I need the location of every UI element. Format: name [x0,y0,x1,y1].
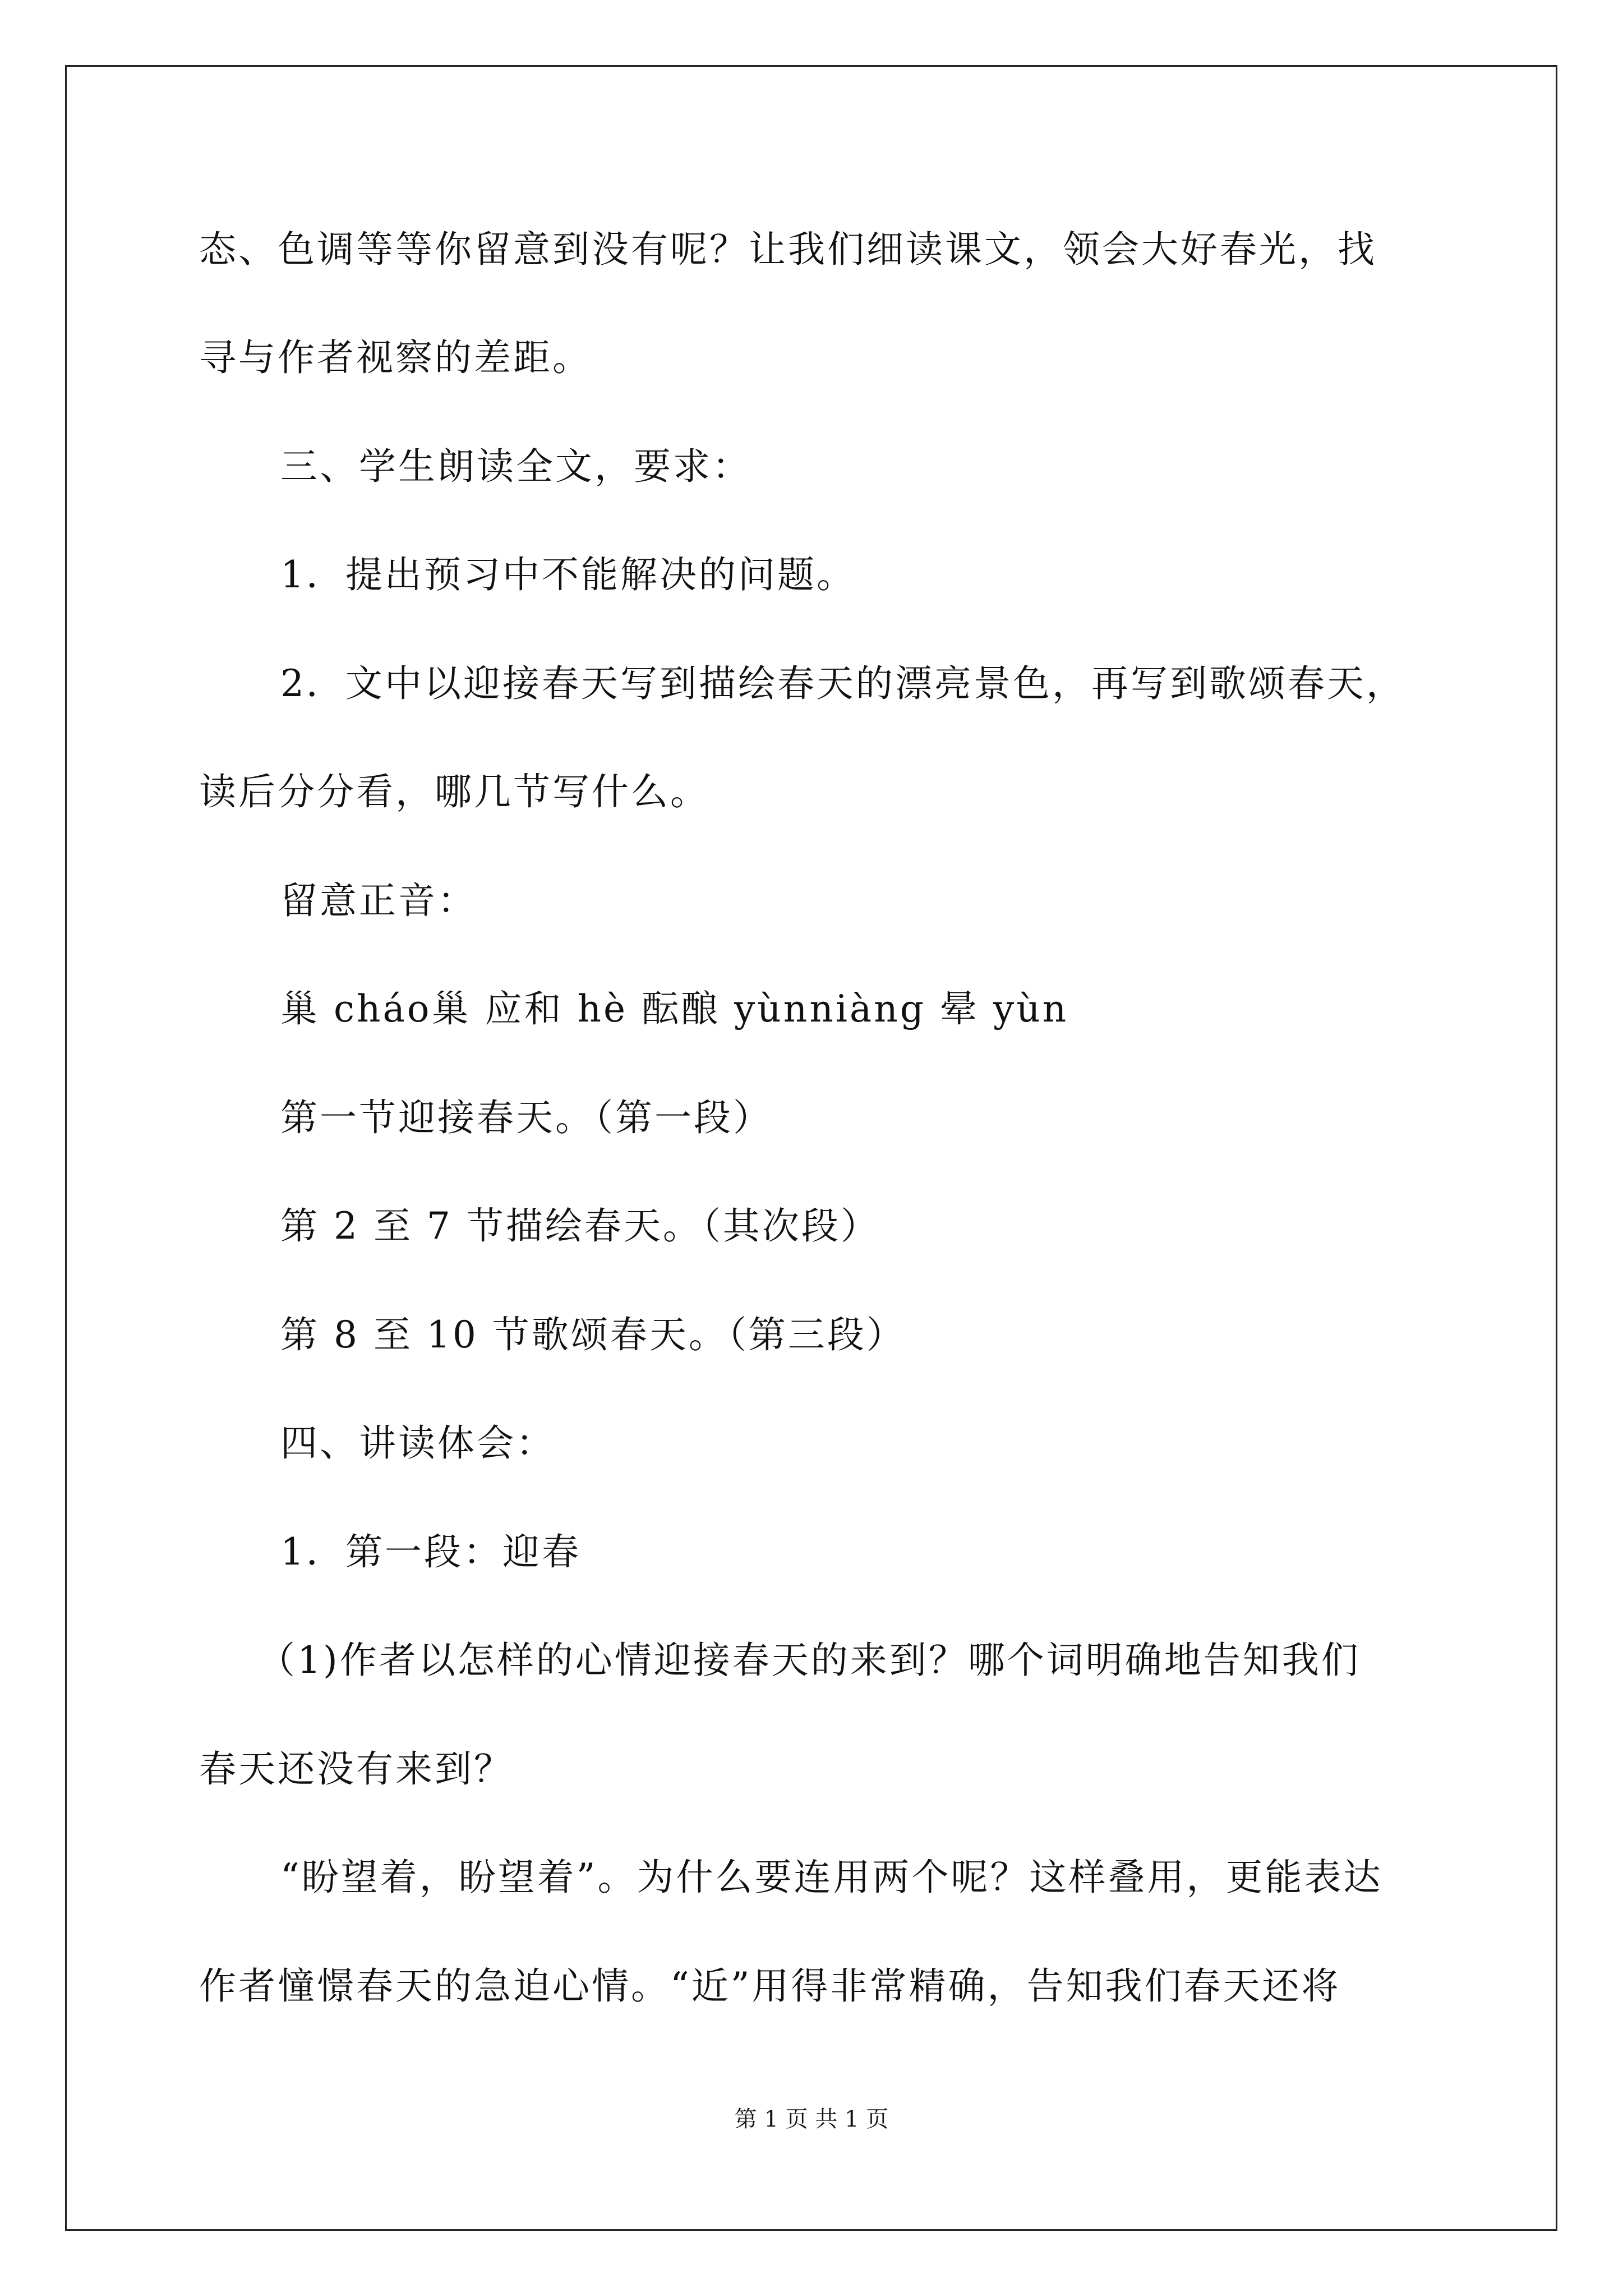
page-number-footer: 第 1 页 共 1 页 [734,2106,889,2132]
paragraph-line-1: 态、色调等等你留意到没有呢？让我们细读课文，领会大好春光，找 [199,228,1377,271]
page-border [65,65,1557,2231]
section-note-1: 第一节迎接春天。（第一段） [280,1096,772,1139]
answer-paragraph: “盼望着，盼望着”。为什么要连用两个呢？这样叠用，更能表达 [280,1856,1383,1899]
list-item-2: 2．文中以迎接春天写到描绘春天的漂亮景色，再写到歌颂春天， [280,662,1405,705]
section-heading-4: 四、讲读体会： [280,1421,555,1465]
section-heading-3: 三、学生朗读全文，要求： [280,445,751,488]
section-note-2: 第 2 至 7 节描绘春天。（其次段） [280,1204,880,1248]
section-note-3: 第 8 至 10 节歌颂春天。（第三段） [280,1313,906,1356]
question-1-continued: 春天还没有来到？ [199,1747,513,1791]
subsection-heading-1: 1．第一段：迎春 [280,1530,581,1573]
list-item-1: 1．提出预习中不能解决的问题。 [280,553,856,596]
pronunciation-heading: 留意正音： [280,879,477,922]
question-1: （1)作者以怎样的心情迎接春天的来到？哪个词明确地告知我们 [258,1639,1361,1682]
list-item-2-continued: 读后分分看，哪几节写什么。 [199,770,709,813]
answer-paragraph-continued: 作者憧憬春天的急迫心情。“近”用得非常精确，告知我们春天还将 [199,1964,1341,2008]
paragraph-line-2: 寻与作者视察的差距。 [199,336,592,379]
pronunciation-list: 巢 cháo巢 应和 hè 酝酿 yùnniàng 晕 yùn [280,987,1069,1030]
